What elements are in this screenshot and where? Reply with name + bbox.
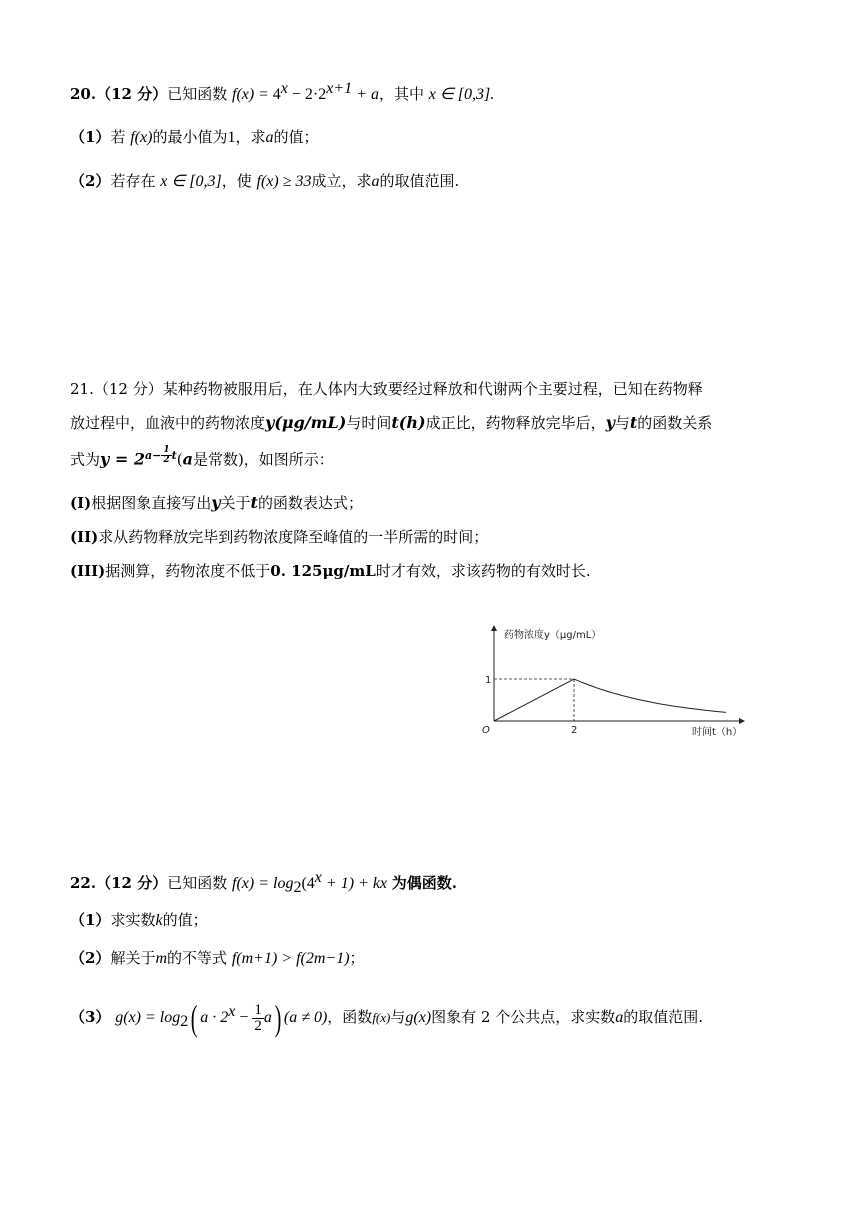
y-axis-label: 药物浓度y（μg/mL） xyxy=(504,630,602,641)
q21-line1: 21.（12 分）某种药物被服用后，在人体内大致要经过释放和代谢两个主要过程，已知在药物释 xyxy=(70,380,703,398)
origin-label: O xyxy=(482,725,490,736)
q21-line2: 放过程中，血液中的药物浓度y(μg/mL)与时间t(h)成正比，药物释放完毕后，y与t的函数关系 xyxy=(70,413,713,432)
q20-part1: （1）若 f(x)的最小值为1，求a的值； xyxy=(70,128,319,146)
q21-part1: (I)根据图象直接写出y关于t的函数表达式； xyxy=(70,493,363,512)
q21-part3: (III)据测算，药物浓度不低于0. 125μg/mL时才有效，求该药物的有效时长. xyxy=(70,562,591,580)
q20-title: 20.（12 分）已知函数 $f(x) = 4^x - 2\cdot 2^{x+1} + a$，其中 x ∈ [0,3]. xyxy=(70,80,495,103)
q22-title: 22.（12 分）已知函数 $f(x) = \log_2(4^x + 1)$ + kx 为偶函数. xyxy=(70,869,458,896)
x-axis-label: 时间t（h） xyxy=(692,727,743,738)
concentration-curve xyxy=(494,679,726,721)
concentration-graph xyxy=(474,616,764,756)
x-tick-label: 2 xyxy=(571,725,578,736)
q21-line3: 式为$y = 2^{a- \frac{1}{2} t}(a$是常数)，如图所示： xyxy=(70,445,334,469)
q22-part3: （3） $g(x) = \log_2$( $a \cdot 2^x$ − $\frac{1}{2}$ a) (a ≠ 0)，函数f(x)与g(x)图象有 2 个公共点，求实数a的取值范围. xyxy=(70,998,704,1038)
q20-part2: （2）若存在 x ∈ [0,3]，使 f(x) ≥ 33成立，求a的取值范围. xyxy=(70,172,460,190)
q22-part1: （1）求实数k的值； xyxy=(70,911,208,929)
q21-part2: (II)求从药物释放完毕到药物浓度降至峰值的一半所需的时间； xyxy=(70,528,489,546)
y-tick-label: 1 xyxy=(485,675,492,686)
q22-part2: （2）解关于m的不等式 f(m+1) > f(2m−1)； xyxy=(70,949,365,967)
